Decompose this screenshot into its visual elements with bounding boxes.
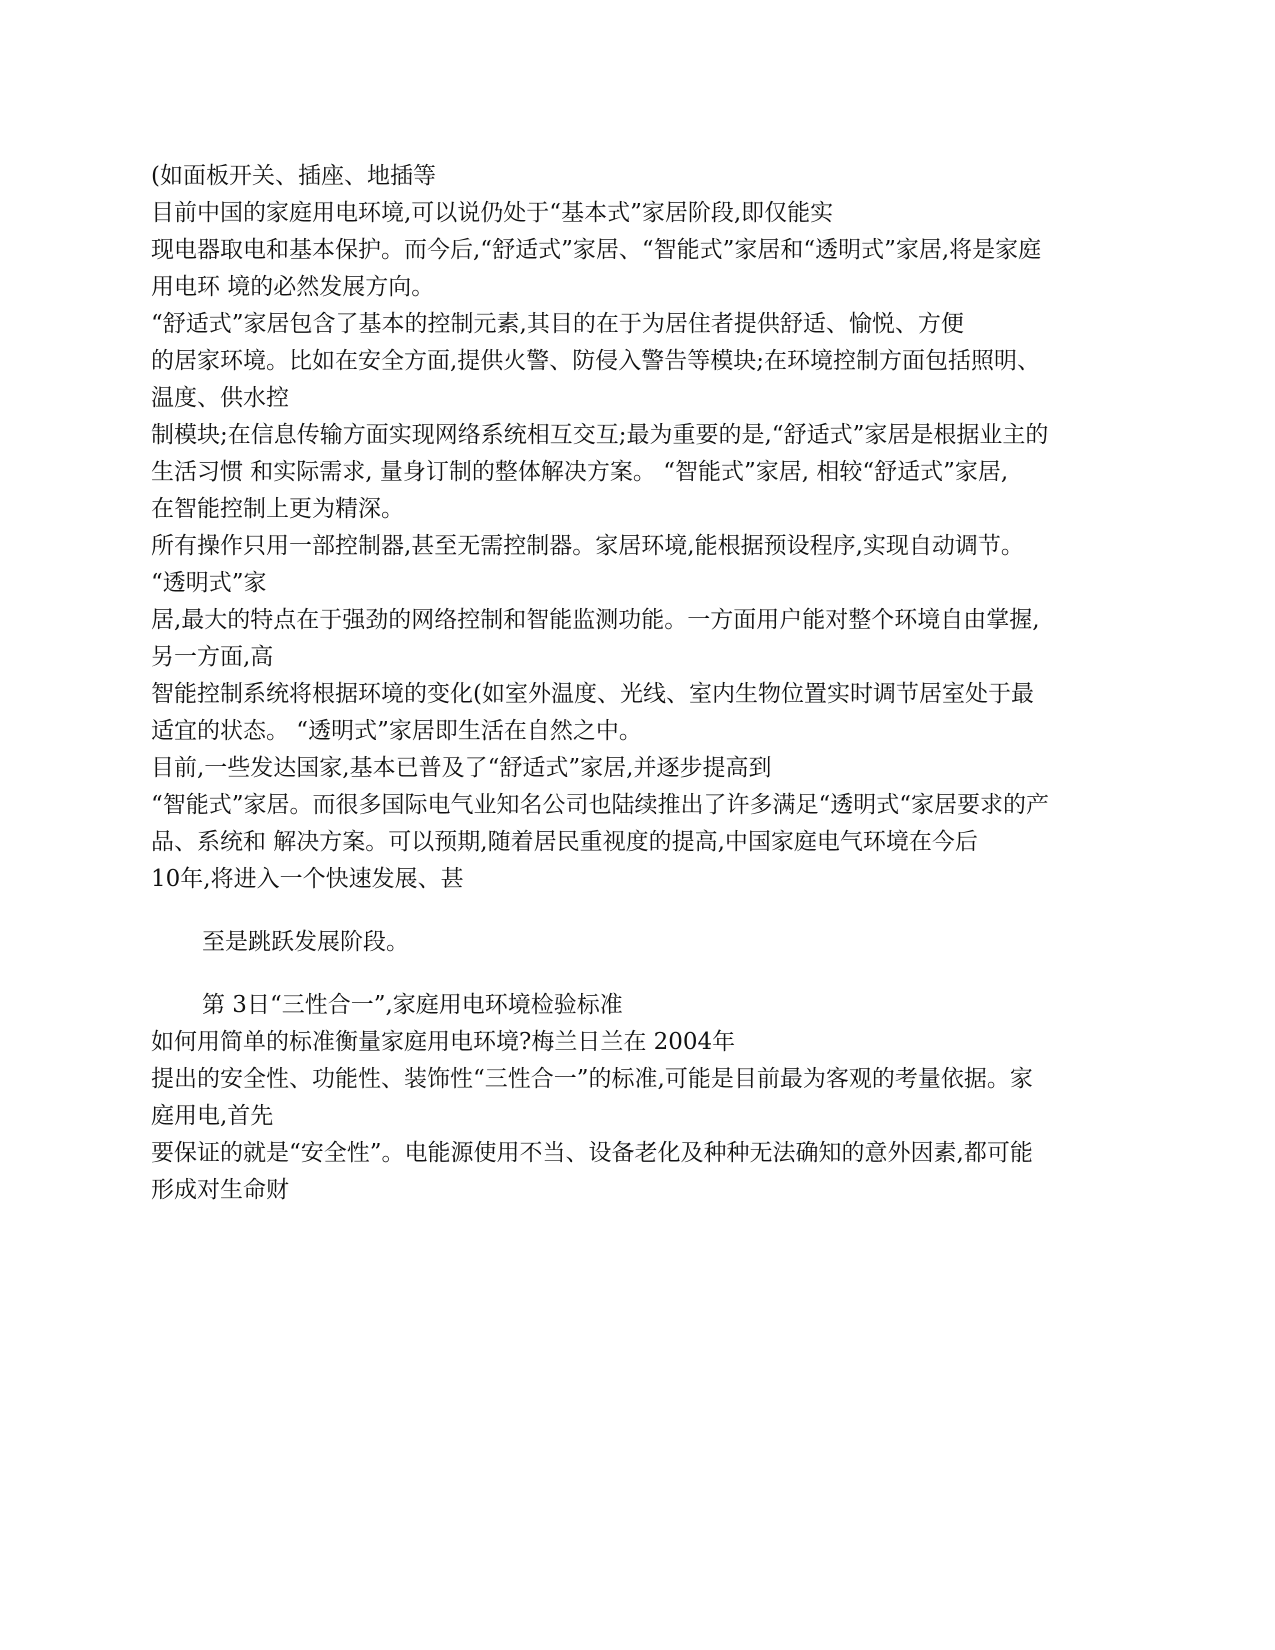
text-line: 温度、供水控 bbox=[151, 385, 289, 411]
text-line: 如何用简单的标准衡量家庭用电环境?梅兰日兰在 2004年 bbox=[151, 1029, 736, 1055]
text-line: 提出的安全性、功能性、装饰性“三性合一”的标准,可能是目前最为客观的考量依据。家 bbox=[151, 1066, 1033, 1092]
text-line: 品、系统和 解决方案。可以预期,随着居民重视度的提高,中国家庭电气环境在今后 bbox=[151, 829, 978, 855]
text-line: 制模块;在信息传输方面实现网络系统相互交互;最为重要的是,“舒适式”家居是根据业主的 bbox=[151, 422, 1049, 448]
body-text bbox=[151, 158, 1141, 1209]
text-line: 在智能控制上更为精深。 bbox=[151, 496, 404, 522]
text-line: 10年,将进入一个快速发展、甚 bbox=[151, 866, 464, 892]
text-line: 目前中国的家庭用电环境,可以说仍处于“基本式”家居阶段,即仅能实 bbox=[151, 200, 834, 226]
text-line: 要保证的就是“安全性”。电能源使用不当、设备老化及种种无法确知的意外因素,都可能 bbox=[151, 1140, 1033, 1166]
text-line: 智能控制系统将根据环境的变化(如室外温度、光线、室内生物位置实时调节居室处于最 bbox=[151, 681, 1034, 707]
text-line-indented: 至是跳跃发展阶段。 bbox=[202, 929, 409, 955]
text-line: 生活习惯 和实际需求, 量身订制的整体解决方案。 “智能式”家居, 相较“舒适式”家居, bbox=[151, 459, 1009, 485]
text-line: (如面板开关、插座、地插等 bbox=[151, 163, 436, 189]
text-line: 目前,一些发达国家,基本已普及了“舒适式”家居,并逐步提高到 bbox=[151, 755, 772, 781]
text-line: “智能式”家居。而很多国际电气业知名公司也陆续推出了许多满足“透明式“家居要求的产 bbox=[151, 792, 1050, 818]
text-line: 适宜的状态。 “透明式”家居即生活在自然之中。 bbox=[151, 718, 642, 744]
text-line: 用电环 境的必然发展方向。 bbox=[151, 274, 435, 300]
section-heading: 第 3日“三性合一”,家庭用电环境检验标准 bbox=[202, 992, 623, 1018]
text-line: 庭用电,首先 bbox=[151, 1103, 274, 1129]
text-line: 的居家环境。比如在安全方面,提供火警、防侵入警告等模块;在环境控制方面包括照明、 bbox=[151, 348, 1041, 374]
text-line: 形成对生命财 bbox=[151, 1177, 289, 1203]
text-line: “舒适式”家居包含了基本的控制元素,其目的在于为居住者提供舒适、愉悦、方便 bbox=[151, 311, 964, 337]
text-line: 另一方面,高 bbox=[151, 644, 274, 670]
text-line: 所有操作只用一部控制器,甚至无需控制器。家居环境,能根据预设程序,实现自动调节。 bbox=[151, 533, 1024, 559]
text-line: 居,最大的特点在于强劲的网络控制和智能监测功能。一方面用户能对整个环境自由掌握, bbox=[151, 607, 1040, 633]
text-line: “透明式”家 bbox=[151, 570, 267, 596]
text-line: 现电器取电和基本保护。而今后,“舒适式”家居、“智能式”家居和“透明式”家居,将是家庭 bbox=[151, 237, 1042, 263]
